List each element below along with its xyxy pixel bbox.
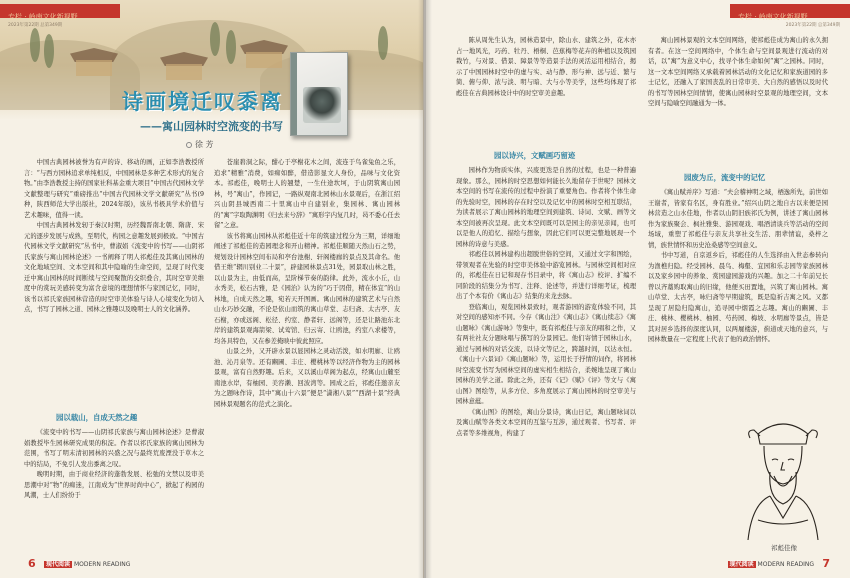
book-gutter [418, 0, 432, 578]
issue-meta: 2023年第22期 总第349期 [785, 23, 840, 28]
paragraph: 书中写道，自京返乡后，祁彪佳的人生选择由入世态参转向为渔樵归隐。经受园林、晨鸟、梅壑、宜园和乐志园等家族园林以及家乡园中的养象、赏园建园游戏的兴趣。加之二十年前兄长曾以齐藁购取寓山的旧缘，他便买田置地，兴筑了寓山园林。寓山草堂、太古亭，咏归斋等早期建筑，既是隐祈吉寓之风。又都呈现了居隐归隐寓山，追寻园中烟霞之志趣。寓山的豳圃、丰庄、桃林、樱桃林、柚园、芍药园、梅坡、水明廊等景点，皆是其对居乡选择的深度认同，以两屣楼游，蓟道或天地的意兴，与园林数量在一定程度上代表了他的政治情怀。 [648, 252, 828, 343]
portrait-caption: 祁彪佳像 [771, 544, 797, 552]
paragraph: 《流变中的书写——山阴祁氏家族与寓山园林论述》是曹淑娟教授毕生园林研究成果的积淀。作者以祁氏家族的寓山园林为范围，书写了明末清初园林的兴盛之况与最终荒废湮没于草木之中的结局，不免引人发出黍离之叹。 [24, 429, 204, 468]
paragraph: 寓山园林景观的文本空间网络，使祁彪佳成为寓山的永久拥有者。在这一空间网络中，个体生命与空间景观进行流动的对话，以“寓”为意义中心，找寻个体生命如何“寓”之园林。同时，这一文本空间网络又承载着园林活动的文化记忆和家族道园的多士记忆，还融入了家国丧乱的日常审美、大自然的感悟以及时代的书写等园林空间情情，使寓山园林时空景观的地理空间，文本空间与隐喻空间融通为一体。 [648, 37, 828, 107]
right-page [426, 0, 850, 578]
body-column-4b [648, 188, 828, 398]
paragraph: 中国古典园林被誉为有声的诗、移动的画，正如李浩教授所言：“与西方园林追求单纯相反，中国园林是多种艺术形式的复合物。”由李浩教授主持的国家社科基金重大项目“中国古代园林文学文献整理与研究”重磅推出“中国古代园林文学文献研究”丛书(9种，陕西师范大学出版社，2024年版)，该丛书极具学术价值与艺术趣味，值得一读。 [24, 159, 204, 219]
brand-english: MODERN READING [73, 561, 131, 568]
article-author [186, 139, 214, 150]
portrait-sketch [728, 400, 838, 540]
paragraph: 该书将寓山园林从祁彪佳近十年的筑建过程分为三期，详细地阐述了祁彪佳的造园理念和开山精神。祁彪佳顺随天然山石之势，规划设计园林空间布局和亭台池榭、轩阁楼廊的景点及其命名。他借王维“辋川别业二十景”，辟建园林景点31处，园景取山林之胜，以山景为主，由低而高，呈阶梯节奏的韵律。此外，流水小丘，山水秀美，松石古雅，是《园治》认为的“巧于因借，精在体宜”的山林地，自成天然之趣，宛若天开图画。寓山园林的建筑艺术与自然山水巧妙交融，不论是依山而筑的寓山草堂、志归斋、太古亭、友石榭，亦或远阁、松径、约室、静者轩、远阁等，还是让路池东北岸的建筑景观海箭梁、试莺馆、归云寄、让鸥池，约室八求楼等，均各具特色，又在参差掩映中彼此照应。 [214, 232, 400, 345]
body-column-1b [24, 428, 204, 556]
column-header-band [730, 4, 850, 21]
brand-name: 现代阅读 [729, 561, 754, 568]
page-number-right: 7 [822, 557, 830, 570]
section-heading-2: 园以诗兴，文赋画巧留迹 [494, 151, 576, 160]
body-column-4 [648, 36, 828, 166]
left-page [0, 0, 424, 578]
section-heading-3: 园废为丘，流变中的记忆 [684, 173, 766, 182]
paragraph: 《寓山图》的图绘，寓山分景诗，寓山日记，寓山题咏词以及寓山赋等各类文本空间的互鉴与互涉，通过观者、书写者、评点者等多维视角，构建了 [456, 408, 636, 437]
paragraph: 登临寓山，观览园林景致时，观者游园的游览体验不同，其对空间的感知亦不同。今存《寓山注》《寓山志》《寓山续志》《寓山题咏》《寓山游咏》等集中，既有祁彪佳与亲友的唱和之作，又有两社社友分题咏唱与撰写的分景园记。他们寄情于园林山水，通过与园林的对话交流，以诗文等记之，跨越时间，以达永恒。《寓山十六景词》《寓山题咏》等，运用长于抒情的词作，将园林时空流变书写为园林空间的虚实相生相结合，柔婉地呈现了寓山园林的美学之道。除此之外，还有《记》《赋》《评》等文与《寓山图》图绘等，从多方位、多角度展示了寓山园林的时空审美与园林意蕴。 [456, 303, 636, 405]
body-column-3 [456, 36, 636, 146]
article-subtitle: ——寓山园林时空流变的书写 [140, 120, 283, 133]
brand-name: 现代阅读 [46, 561, 71, 568]
paragraph: 园林作为物质实体，兴废更迭是自然的过程，也是一种普遍现象。那么，园林的时空思想如何能长久地留存于世呢？园林文本空间的书写在流传的过程中扮演了重要角色。作者将个体生命的先验时空，园林的存在时空以及记忆中的园林时空相互联结，为读者展示了寓山园林的地理空间到建筑、诗词、文赋、画等文本空间被再次呈现。此文本空间既可以是园主的亲见亲闻，也可以是他人的追忆、描绘与想象，因此它们可以更完整地展现一个园林的诗意与美感。 [456, 167, 636, 248]
body-column-1 [24, 158, 204, 408]
magazine-brand-right [728, 559, 814, 568]
body-column-2 [214, 158, 400, 556]
brand-english: MODERN READING [757, 561, 814, 568]
paragraph: 《寓山赋并序》写道：“夫会稽神明之域，栖逸所先，前世如王谢者，皆家有名区，身有胜业。”绍兴山阴之地自古以来便是园林营造之山水佳地，作者以山阴旧族祁氏为例，讲述了寓山园林作为家族聚会、枫社雅集、游园观戏、唱酒清谈兵等活动的空间场域，重塑了祁彪佳与亲友共享社交生活、朋辈情谊，桑梓之情，族世情怀和历史沧桑感等空间意义。 [648, 189, 828, 249]
column-header-band [0, 4, 120, 21]
section-heading-1: 园以载山，自成天然之趣 [56, 413, 138, 422]
column-header-text: 专栏 · 岭南文化新视野 [8, 13, 78, 21]
paragraph: 祁彪佳以园林建构出超脱世俗的空间，又通过文字和图绘，带领观者在先验的时空审美体验中游览园林。与园林空间相对应的，祁彪佳在日记和现存书目录中，将《寓山志》校评、扩编不同阶段的结集分为书写、注释、论述等，并进行详细考证，梳理出了个本有价《寓山志》结集的来龙去脉。 [456, 251, 636, 300]
paragraph: 中国古典园林发轫于秦汉时期，历经魏晋南北朝、隋唐、宋元的逐步发展与成熟，至明代，构园之意趣发展到极致。“中国古代园林文学文献研究”丛书中，曹淑娟《流变中的书写——山阴祁氏家族与寓山园林论述》一书阐释了明人祁彪佳及其寓山园林的文化地域空间、文本空间和其中隐喻的生命空间，呈现了时代变迁中寓山园林的时间断续与空间聚散的交织叠合，其时空审美维度中的赏玩美感转变为富含意境的理想情怀与家国记忆，同时，该书以祁氏家族园林营造的时空审美体验与诗人心境变化为切入点，书写了园林之道、园林之雅趣以及晚明士人的文化涵养。 [24, 222, 204, 313]
circle-icon [186, 142, 192, 148]
page-number-left: 6 [28, 557, 36, 570]
paragraph: 晚明时期，由于商业经济的蓬勃发展、松弛的文禁以及审美思潮中对“物”的痴迷，江南成为“世界时尚中心”，掀起了构园的风潮，士人们纷纷于 [24, 471, 204, 499]
article-title: 诗画境迁叹黍离 [122, 89, 283, 114]
paragraph: 陈从周先生认为，园林造景中，除山水、建筑之外，花木亦占一地风光，巧药、牡丹、梧桐、芭蕉梅等花卉的种植以及筑园栽竹，与对景、借景、障景等等造景手法的灵活运用相结合，揭示了中国园林时空中的虚与实、动与静、形与神、远与近、繁与简、俯与仰、浓与淡、明与暗、大与小等美学，这些均体现了祁彪佳在古典园林设计中的时空审美意趣。 [456, 37, 636, 97]
column-header-text: 专栏 · 岭南文化新视野 [738, 13, 808, 21]
paragraph: 苍崖碧洞之际，酣心于亭榭花木之间，流连于鸟雀兔鱼之乐，追求“精雅”消费，如痴如醉，借造影显文人身份，品味与文化资本。祁彪佳，晚明士人的翘楚，一生仕途坎坷，于山阴筑寓山园林，号“寓山”，作园记，一路纵观南北园林山水景观后，在浙江绍兴山阴县城西南二十里寓山中自建别业，集园林、寓山园林的“寓”字取陶渊明《归去来兮辞》“寓形宇内复几时，曷不委心任去留”之意。 [214, 159, 400, 229]
body-column-3b [456, 166, 636, 558]
issue-meta: 2023年第22期 总第349期 [8, 23, 63, 28]
magazine-brand-left [44, 559, 130, 568]
author-name: 徐 芳 [195, 140, 214, 149]
book-cover-image [290, 52, 348, 136]
paragraph: 山景之外，又开辟水景以显园林之灵动活泼，如水明廊、让鸥池、沁月泉等。还有豳圃、丰庄、樱桃林等以经济作物为主的园林景观，富有自然野趣。后来，又以溪山草阁为起点，经寓山山麓至南池水岸，有柚园、美容濑、回波湾等。园成之后，祁彪佳邀亲友为之题咏作诗，其中“寓山十六景”便是“潇湘八景”“西湖十景”经典园林景观题名的范式之演化。 [214, 348, 400, 408]
